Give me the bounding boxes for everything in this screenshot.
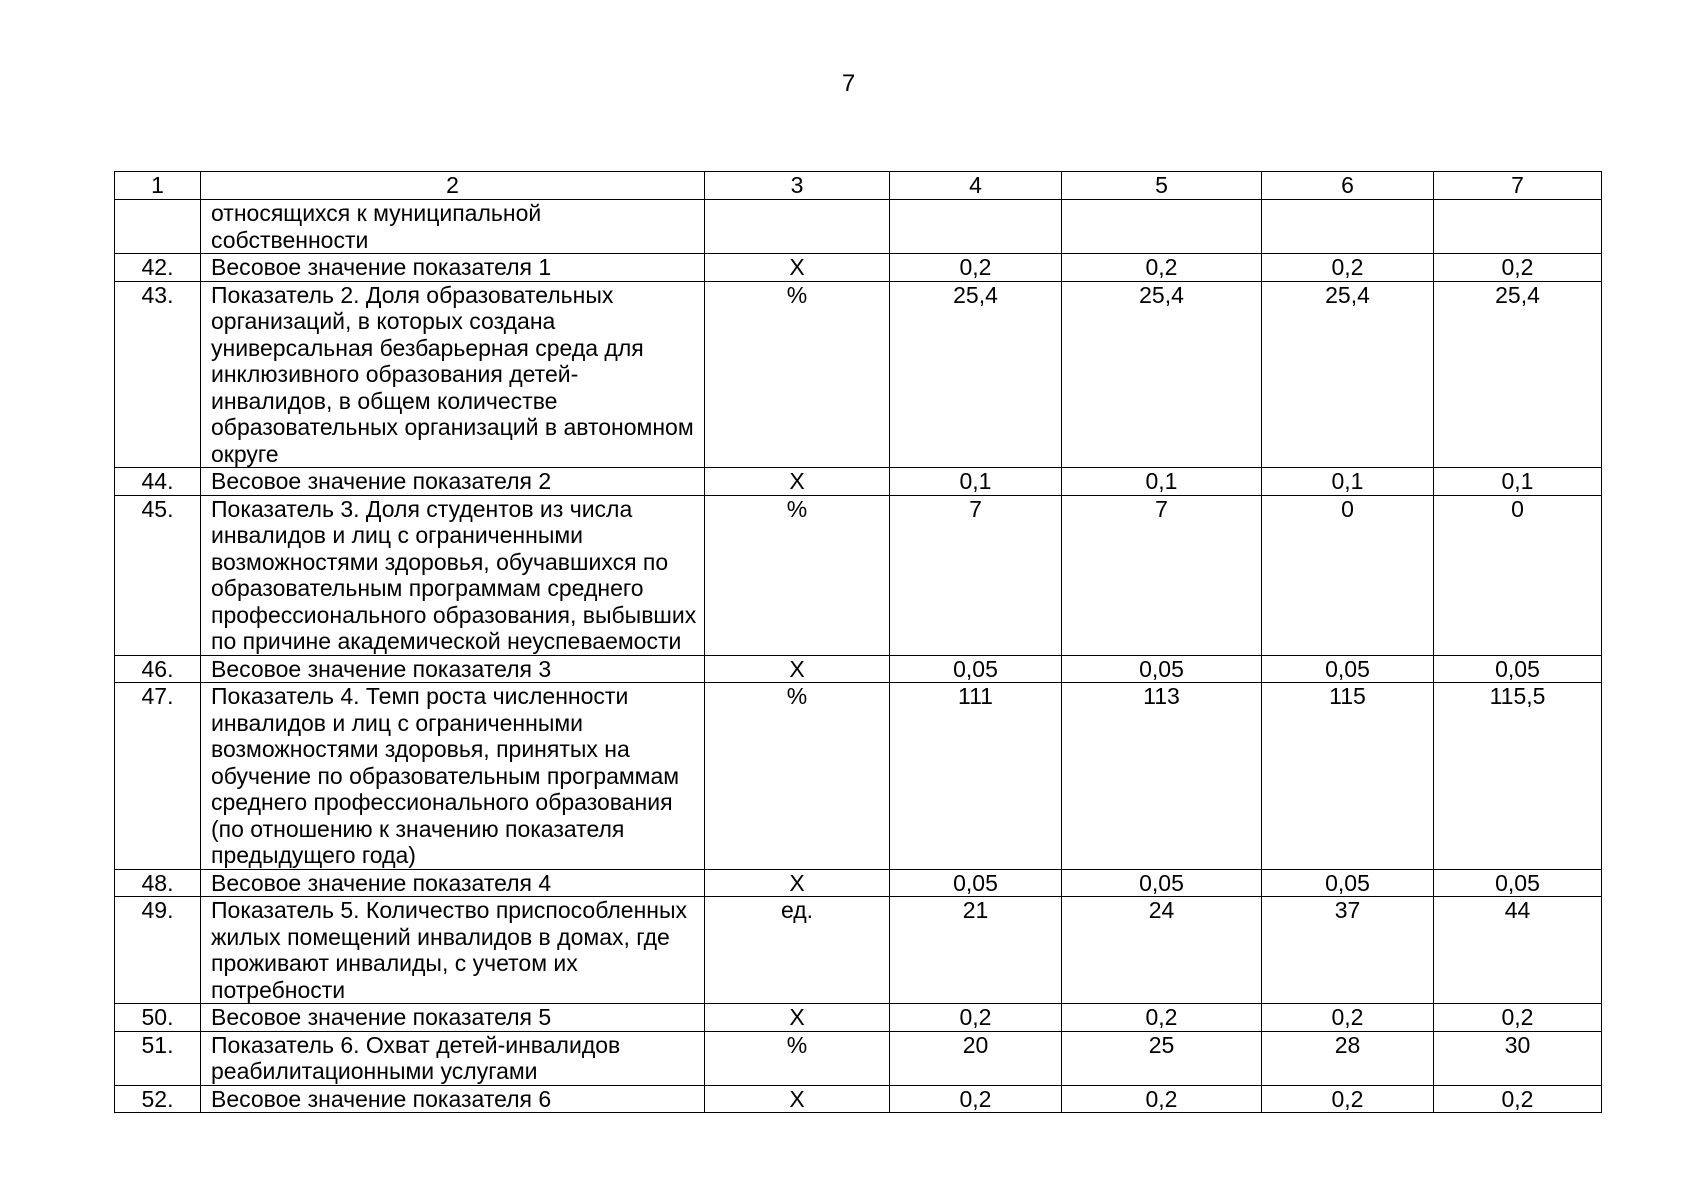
row-value-col4-cell: 0,2 — [890, 1085, 1062, 1113]
row-value-col4-cell: 7 — [890, 495, 1062, 655]
row-number-cell: 51. — [115, 1031, 201, 1085]
row-value-col6-cell: 25,4 — [1262, 281, 1434, 468]
row-unit-cell: X — [705, 468, 890, 496]
row-unit-cell — [705, 200, 890, 254]
row-unit-cell: ед. — [705, 897, 890, 1004]
row-unit-cell: X — [705, 1004, 890, 1032]
row-unit-cell: X — [705, 1085, 890, 1113]
row-description-cell: Весовое значение показателя 4 — [201, 869, 705, 897]
row-number-cell: 48. — [115, 869, 201, 897]
indicators-table — [114, 171, 1602, 1113]
row-description-cell: Весовое значение показателя 5 — [201, 1004, 705, 1032]
column-header: 4 — [890, 172, 1062, 200]
row-value-col4-cell — [890, 200, 1062, 254]
row-value-col7-cell: 30 — [1434, 1031, 1602, 1085]
table-row — [115, 1031, 1602, 1085]
column-header: 1 — [115, 172, 201, 200]
row-value-col5-cell: 0,05 — [1062, 869, 1262, 897]
row-value-col7-cell: 0,2 — [1434, 1085, 1602, 1113]
row-unit-cell: X — [705, 655, 890, 683]
row-unit-cell: % — [705, 281, 890, 468]
row-value-col5-cell: 25,4 — [1062, 281, 1262, 468]
row-number-cell: 42. — [115, 254, 201, 282]
row-value-col6-cell: 0 — [1262, 495, 1434, 655]
table-row — [115, 1004, 1602, 1032]
table-row — [115, 1085, 1602, 1113]
row-value-col7-cell: 0 — [1434, 495, 1602, 655]
row-description-cell: Весовое значение показателя 3 — [201, 655, 705, 683]
row-value-col5-cell: 0,1 — [1062, 468, 1262, 496]
row-value-col5-cell — [1062, 200, 1262, 254]
table-row — [115, 495, 1602, 655]
row-value-col4-cell: 0,05 — [890, 655, 1062, 683]
row-value-col5-cell: 0,2 — [1062, 254, 1262, 282]
row-value-col5-cell: 25 — [1062, 1031, 1262, 1085]
row-value-col6-cell — [1262, 200, 1434, 254]
row-unit-cell: % — [705, 495, 890, 655]
row-value-col4-cell: 0,2 — [890, 1004, 1062, 1032]
table-row — [115, 683, 1602, 870]
row-description-cell: Весовое значение показателя 6 — [201, 1085, 705, 1113]
table-row — [115, 468, 1602, 496]
column-header: 7 — [1434, 172, 1602, 200]
row-value-col4-cell: 21 — [890, 897, 1062, 1004]
table-row — [115, 254, 1602, 282]
row-value-col4-cell: 111 — [890, 683, 1062, 870]
column-header: 6 — [1262, 172, 1434, 200]
row-number-cell: 43. — [115, 281, 201, 468]
row-value-col6-cell: 0,05 — [1262, 869, 1434, 897]
table-row — [115, 655, 1602, 683]
table-header-row — [115, 172, 1602, 200]
row-value-col4-cell: 0,2 — [890, 254, 1062, 282]
page-number: 7 — [841, 70, 856, 97]
row-value-col6-cell: 0,2 — [1262, 1004, 1434, 1032]
row-value-col6-cell: 37 — [1262, 897, 1434, 1004]
row-value-col5-cell: 7 — [1062, 495, 1262, 655]
row-unit-cell: X — [705, 869, 890, 897]
row-number-cell: 50. — [115, 1004, 201, 1032]
row-value-col6-cell: 0,2 — [1262, 1085, 1434, 1113]
row-value-col7-cell: 115,5 — [1434, 683, 1602, 870]
row-value-col4-cell: 0,05 — [890, 869, 1062, 897]
row-number-cell: 47. — [115, 683, 201, 870]
row-value-col5-cell: 24 — [1062, 897, 1262, 1004]
row-number-cell — [115, 200, 201, 254]
row-value-col6-cell: 115 — [1262, 683, 1434, 870]
column-header: 3 — [705, 172, 890, 200]
column-header: 5 — [1062, 172, 1262, 200]
row-number-cell: 44. — [115, 468, 201, 496]
row-value-col6-cell: 0,2 — [1262, 254, 1434, 282]
table-row — [115, 897, 1602, 1004]
row-value-col5-cell: 0,05 — [1062, 655, 1262, 683]
table-row — [115, 869, 1602, 897]
row-value-col7-cell: 0,1 — [1434, 468, 1602, 496]
row-description-cell: Показатель 4. Темп роста численности инвалидов и лиц с ограниченными возможностями здоровья, принятых на обучение по образовательным программам среднего профессионального образования (по отношению к значению показателя предыдущего года) — [201, 683, 705, 870]
row-description-cell: Весовое значение показателя 2 — [201, 468, 705, 496]
row-number-cell: 45. — [115, 495, 201, 655]
row-value-col5-cell: 113 — [1062, 683, 1262, 870]
row-number-cell: 52. — [115, 1085, 201, 1113]
row-value-col4-cell: 0,1 — [890, 468, 1062, 496]
row-value-col7-cell: 0,05 — [1434, 869, 1602, 897]
row-description-cell: Показатель 2. Доля образовательных организаций, в которых создана универсальная безбарьерная среда для инклюзивного образования детей-инвалидов, в общем количестве образовательных организаций в автономном округе — [201, 281, 705, 468]
row-unit-cell: % — [705, 1031, 890, 1085]
row-value-col5-cell: 0,2 — [1062, 1004, 1262, 1032]
row-unit-cell: % — [705, 683, 890, 870]
row-value-col6-cell: 0,1 — [1262, 468, 1434, 496]
row-value-col7-cell: 25,4 — [1434, 281, 1602, 468]
row-description-cell: Показатель 3. Доля студентов из числа инвалидов и лиц с ограниченными возможностями здоровья, обучавшихся по образовательным программам среднего профессионального образования, выбывших по причине академической неуспеваемости — [201, 495, 705, 655]
row-value-col6-cell: 0,05 — [1262, 655, 1434, 683]
row-value-col6-cell: 28 — [1262, 1031, 1434, 1085]
row-value-col4-cell: 25,4 — [890, 281, 1062, 468]
row-description-cell: относящихся к муниципальной собственности — [201, 200, 705, 254]
row-unit-cell: X — [705, 254, 890, 282]
table-row — [115, 281, 1602, 468]
table-row — [115, 200, 1602, 254]
row-value-col7-cell: 0,2 — [1434, 1004, 1602, 1032]
row-value-col4-cell: 20 — [890, 1031, 1062, 1085]
row-value-col5-cell: 0,2 — [1062, 1085, 1262, 1113]
row-value-col7-cell: 0,2 — [1434, 254, 1602, 282]
column-header: 2 — [201, 172, 705, 200]
row-value-col7-cell: 0,05 — [1434, 655, 1602, 683]
row-description-cell: Весовое значение показателя 1 — [201, 254, 705, 282]
row-description-cell: Показатель 6. Охват детей-инвалидов реабилитационными услугами — [201, 1031, 705, 1085]
row-value-col7-cell: 44 — [1434, 897, 1602, 1004]
row-number-cell: 46. — [115, 655, 201, 683]
row-description-cell: Показатель 5. Количество приспособленных жилых помещений инвалидов в домах, где проживают инвалиды, с учетом их потребности — [201, 897, 705, 1004]
row-value-col7-cell — [1434, 200, 1602, 254]
row-number-cell: 49. — [115, 897, 201, 1004]
